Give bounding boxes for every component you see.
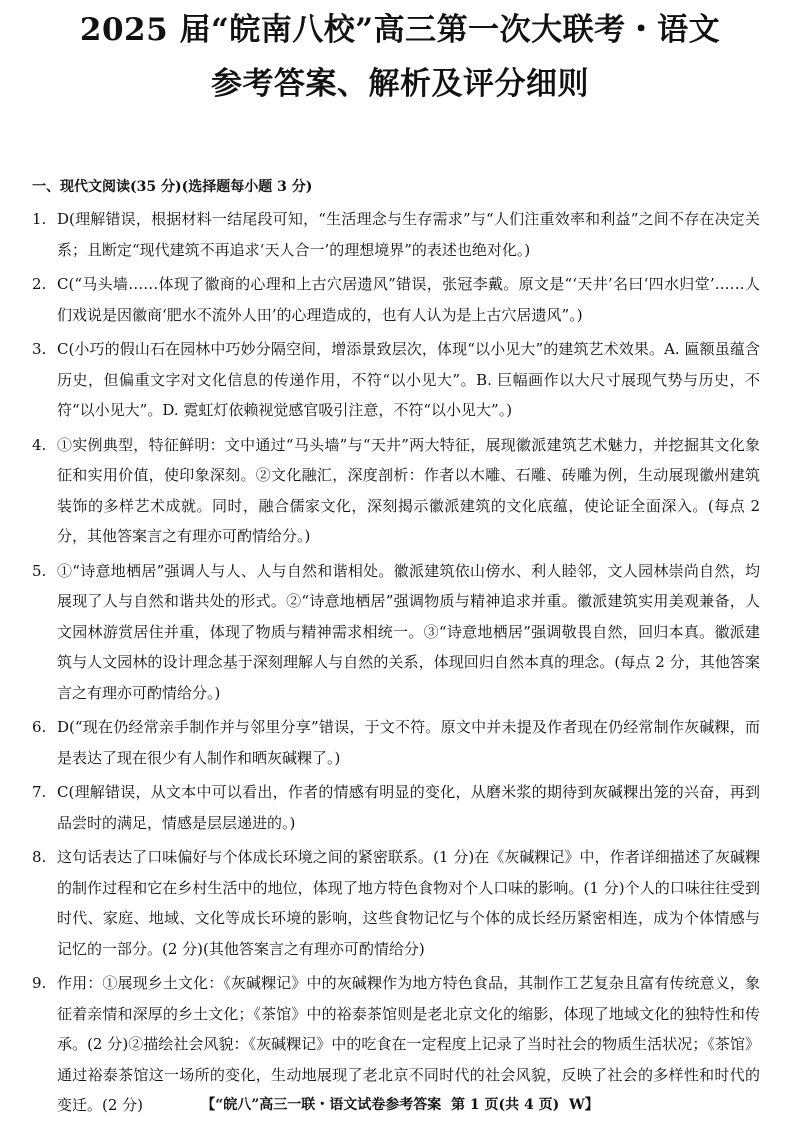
answer-number: 2. (32, 275, 47, 293)
answer-item-6 (0, 712, 800, 773)
answer-text: 这句话表达了口味偏好与个体成长环境之间的紧密联系。(1 分)在《灰碱粿记》中，作者详细描述了灰碱粿的制作过程和它在乡村生活中的地位，体现了地方特色食物对个人口味的影响。(1 分)个人的口味往往受到时代、家庭、地域、文化等成长环境的影响，这些食物记忆与个体的成长经历紧密相连，成为个体情感与记忆的一部分。(2 分)(其他答案言之有理亦可酌情给分) (57, 848, 760, 958)
answer-item-4 (0, 430, 800, 552)
answer-item-5 (0, 556, 800, 709)
answer-item-8 (0, 842, 800, 964)
footer-title: 【“皖八”高三一联・语文试卷参考答案 (201, 1097, 442, 1113)
document-subtitle: 参考答案、解析及评分细则 (211, 66, 589, 102)
answer-text: ①实例典型，特征鲜明：文中通过“马头墙”与“天井”两大特征，展现徽派建筑艺术魅力，并挖掘其文化象征和实用价值，使印象深刻。②文化融汇，深度剖析：作者以木雕、石雕、砖雕为例，生动展现徽州建筑装饰的多样艺术成就。同时，融合儒家文化，深刻揭示徽派建筑的文化底蕴，使论证全面深入。(每点 2 分，其他答案言之有理亦可酌情给分。) (57, 435, 760, 545)
answer-text: D(理解错误，根据材料一结尾段可知，“生活理念与生存需求”与“人们注重效率和利益”之间不存在决定关系；且断定“现代建筑不再追求‘天人合一’的理想境界”的表述也绝对化。) (57, 210, 760, 259)
answer-number: 7. (32, 783, 47, 801)
answer-text: C(小巧的假山石在园林中巧妙分隔空间，增添景致层次，体现“以小见大”的建筑艺术效果。A. 匾额虽蕴含历史，但偏重文字对文化信息的传递作用，不符“以小见大”。B. 巨幅画作以大尺寸展现气势与历史，不符“以小见大”。D. 霓虹灯依赖视觉感官吸引注意，不符“以小见大”。) (57, 340, 760, 419)
answer-text: C(“马头墙……体现了徽商的心理和上古穴居遗风”错误，张冠李戴。原文是“‘天井’名曰‘四水归堂’……人们戏说是因徽商‘肥水不流外人田’的心理造成的，也有人认为是上古穴居遗风”。) (57, 275, 760, 324)
answer-number: 9. (32, 974, 47, 992)
answer-item-1 (0, 204, 800, 265)
answer-number: 1. (32, 210, 47, 228)
answer-number: 5. (32, 561, 47, 580)
answer-item-7 (0, 777, 800, 838)
answer-item-3 (0, 334, 800, 426)
answer-list (0, 204, 800, 1121)
document-title: 2025 届“皖南八校”高三第一次大联考・语文 (79, 12, 721, 48)
answer-text: 作用：①展现乡土文化：《灰碱粿记》中的灰碱粿作为地方特色食品，其制作工艺复杂且富有传统意义，象征着亲情和深厚的乡土文化；《茶馆》中的裕泰茶馆则是老北京文化的缩影，体现了地域文化的独特性和传承。(2 分)②描绘社会风貌：《灰碱粿记》中的吃食在一定程度上记录了当时社会的物质生活状况；《茶馆》通过裕泰茶馆这一场所的变化，生动地展现了老北京不同时代的社会风貌，反映了社会的多样性和时代的变迁。(2 分) (57, 974, 760, 1114)
page-footer (0, 1095, 800, 1115)
answer-number: 3. (32, 340, 47, 358)
answer-text: C(理解错误，从文本中可以看出，作者的情感有明显的变化，从磨米浆的期待到灰碱粿出笼的兴奋，再到品尝时的满足，情感是层层递进的。) (57, 783, 760, 832)
section-heading: 一、现代文阅读(35 分)(选择题每小题 3 分) (32, 179, 313, 195)
answer-number: 4. (32, 435, 47, 454)
answer-item-2 (0, 269, 800, 330)
answer-text: ①“诗意地栖居”强调人与人、人与自然和谐相处。徽派建筑依山傍水、利人睦邻，文人园林崇尚自然，均展现了人与自然和谐共处的形式。②“诗意地栖居”强调物质与精神追求并重。徽派建筑实用美观兼备，人文园林游赏居住并重，体现了物质与精神需求相统一。③“诗意地栖居”强调敬畏自然，回归本真。徽派建筑与人文园林的设计理念基于深刻理解人与自然的关系，体现回归自然本真的理念。(每点 2 分，其他答案言之有理亦可酌情给分。) (57, 561, 760, 702)
answer-number: 8. (32, 848, 47, 866)
answer-number: 6. (32, 718, 47, 736)
answer-text: D(“现在仍经常亲手制作并与邻里分享”错误，于文不符。原文中并未提及作者现在仍经常制作灰碱粿，而是表达了现在很少有人制作和晒灰碱粿了。) (57, 718, 760, 767)
footer-page-number: 第 1 页(共 4 页) (451, 1097, 560, 1113)
footer-code: W】 (569, 1097, 599, 1113)
